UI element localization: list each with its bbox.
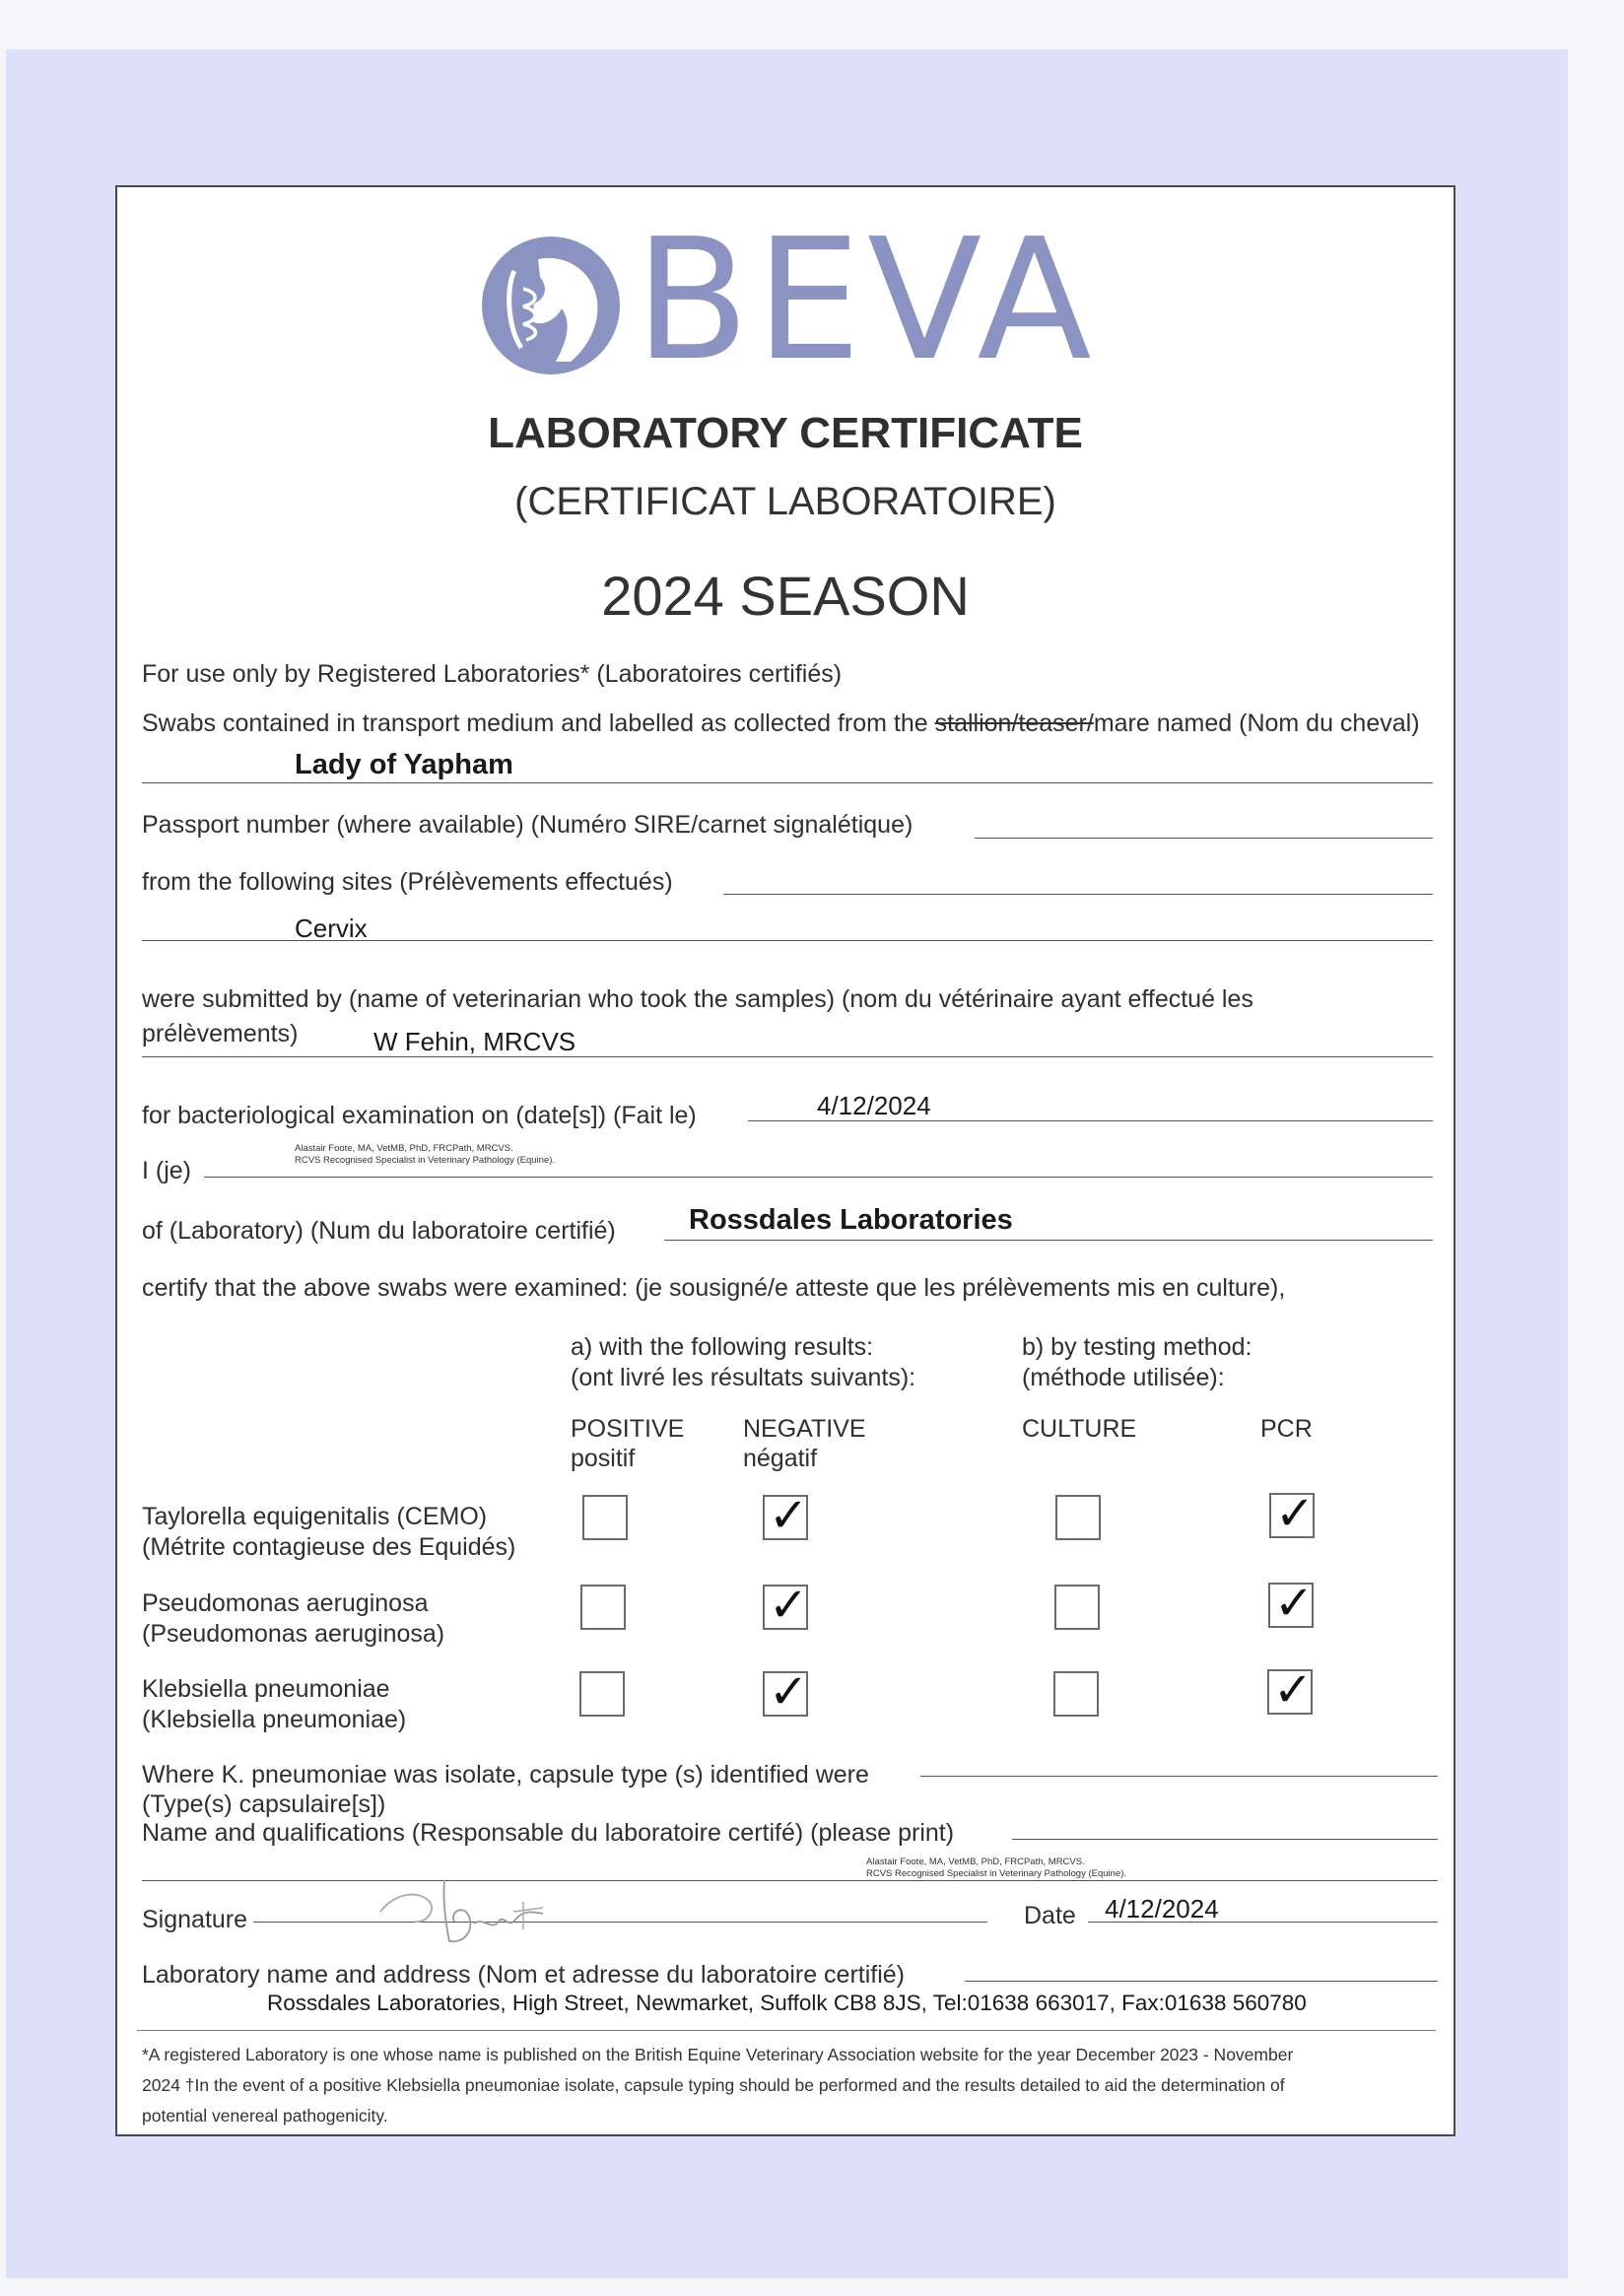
je-stamp: Alastair Foote, MA, VetMB, PhD, FRCPath, MRCVS. RCVS Recognised Specialist in Veterinary Pathology (Equine).	[295, 1143, 556, 1166]
signature-date-value: 4/12/2024	[1105, 1894, 1219, 1924]
horse-name-value: Lady of Yapham	[295, 749, 513, 780]
veterinarian-line	[142, 1056, 1433, 1057]
passport-label: Passport number (where available) (Numéro SIRE/carnet signalétique)	[142, 811, 914, 839]
certificate-title: LABORATORY CERTIFICATE	[488, 409, 1083, 457]
laboratory-value: Rossdales Laboratories	[689, 1204, 1013, 1236]
beva-logo	[477, 203, 1127, 398]
submitted-label-2: prélèvements)	[142, 1020, 299, 1047]
name-qualifications-line	[1012, 1839, 1438, 1840]
organism-label-1: Pseudomonas aeruginosa (Pseudomonas aeruginosa)	[142, 1589, 445, 1648]
checkbox-culture-2[interactable]	[1053, 1671, 1099, 1717]
name-qualifications-label: Name and qualifications (Responsable du laboratoire certifé) (please print)	[142, 1819, 955, 1847]
sites-value: Cervix	[295, 913, 368, 943]
name-qualifications-line-2	[142, 1880, 1438, 1881]
season-heading: 2024 SEASON	[601, 565, 970, 627]
logo-text: BEVA	[635, 203, 1098, 398]
name-qualifications-stamp: Alastair Foote, MA, VetMB, PhD, FRCPath, MRCVS. RCVS Recognised Specialist in Veterinary Pathology (Equine).	[866, 1857, 1127, 1879]
checkbox-positive-2[interactable]	[579, 1671, 625, 1717]
horse-head-caduceus-icon	[477, 232, 625, 379]
sites-line-2	[142, 940, 1433, 941]
horse-name-line	[142, 782, 1433, 783]
lab-address-line	[965, 1981, 1438, 1982]
checkmark-icon: ✓	[1274, 1576, 1315, 1631]
checkbox-positive-0[interactable]	[582, 1495, 628, 1540]
je-label: I (je)	[142, 1157, 191, 1184]
capsule-label: Where K. pneumoniae was isolate, capsule type (s) identified were (Type(s) capsulaire[s])	[142, 1761, 869, 1818]
checkbox-culture-0[interactable]	[1055, 1495, 1101, 1540]
checkmark-icon: ✓	[769, 1664, 809, 1720]
checkbox-negative-0[interactable]	[763, 1488, 809, 1543]
submitted-label-1: were submitted by (name of veterinarian who took the samples) (nom du vétérinaire ayant effectué les	[142, 985, 1253, 1013]
results-header: a) with the following results: (ont livré les résultats suivants):	[571, 1333, 916, 1391]
column-negative: NEGATIVE négatif	[743, 1415, 866, 1472]
lab-address-label: Laboratory name and address (Nom et adresse du laboratoire certifié)	[142, 1961, 906, 1989]
certificate-subtitle: (CERTIFICAT LABORATOIRE)	[514, 480, 1056, 523]
organism-label-2: Klebsiella pneumoniae (Klebsiella pneumoniae)	[142, 1675, 407, 1733]
lab-address-value: Rossdales Laboratories, High Street, Newmarket, Suffolk CB8 8JS, Tel:01638 663017, Fax:01638 560780	[267, 1991, 1307, 2015]
checkmark-icon: ✓	[1273, 1662, 1314, 1718]
date-line	[1088, 1922, 1438, 1923]
checkbox-pcr-0[interactable]	[1269, 1486, 1316, 1541]
footnote-divider	[137, 2030, 1436, 2031]
capsule-line	[920, 1776, 1438, 1777]
organism-label-0: Taylorella equigenitalis (CEMO) (Métrite contagieuse des Equidés)	[142, 1503, 516, 1561]
sites-label: from the following sites (Prélèvements effectués)	[142, 868, 673, 896]
checkbox-negative-2[interactable]	[763, 1664, 809, 1720]
checkmark-icon: ✓	[1275, 1486, 1316, 1541]
struck-text: stallion/teaser/	[934, 709, 1094, 737]
exam-date-line	[748, 1120, 1433, 1121]
column-culture: CULTURE	[1022, 1415, 1137, 1443]
exam-date-label: for bacteriological examination on (date[s]) (Fait le)	[142, 1102, 697, 1129]
veterinarian-value: W Fehin, MRCVS	[373, 1027, 576, 1056]
checkbox-culture-1[interactable]	[1054, 1585, 1100, 1630]
laboratory-label: of (Laboratory) (Num du laboratoire certifié)	[142, 1217, 616, 1245]
checkbox-pcr-1[interactable]	[1268, 1576, 1315, 1631]
exam-date-value: 4/12/2024	[817, 1091, 931, 1120]
handwritten-signature	[375, 1872, 602, 1951]
certify-text: certify that the above swabs were examined: (je sousigné/e atteste que les prélèvements mis en culture),	[142, 1274, 1286, 1302]
passport-line	[975, 838, 1433, 839]
signature-label: Signature	[142, 1906, 248, 1933]
swabs-label: Swabs contained in transport medium and labelled as collected from the stallion/teaser/mare named (Nom du cheval)	[142, 709, 1420, 737]
checkmark-icon: ✓	[769, 1488, 809, 1543]
checkbox-pcr-2[interactable]	[1267, 1662, 1314, 1718]
method-header: b) by testing method: (méthode utilisée):	[1022, 1333, 1252, 1391]
footnote: *A registered Laboratory is one whose name is published on the British Equine Veterinary Association website for the year December 2023 - November 2024 †In the event of a positive Klebsiella pneumoniae isolate, capsule typing should be performed and the results detailed to aid the determination of potential venereal pathogenicity.	[142, 2045, 1294, 2126]
intro-text: For use only by Registered Laboratories* (Laboratoires certifiés)	[142, 660, 843, 688]
sites-line	[723, 894, 1433, 895]
date-label: Date	[1024, 1902, 1076, 1929]
checkbox-positive-1[interactable]	[580, 1585, 626, 1630]
column-pcr: PCR	[1260, 1415, 1313, 1443]
laboratory-line	[664, 1240, 1433, 1241]
certificate-sheet	[115, 185, 1455, 2136]
je-line	[204, 1177, 1433, 1178]
column-positive: POSITIVE positif	[571, 1415, 685, 1472]
signature-line	[253, 1922, 987, 1923]
checkmark-icon: ✓	[769, 1578, 809, 1633]
checkbox-negative-1[interactable]	[763, 1578, 809, 1633]
